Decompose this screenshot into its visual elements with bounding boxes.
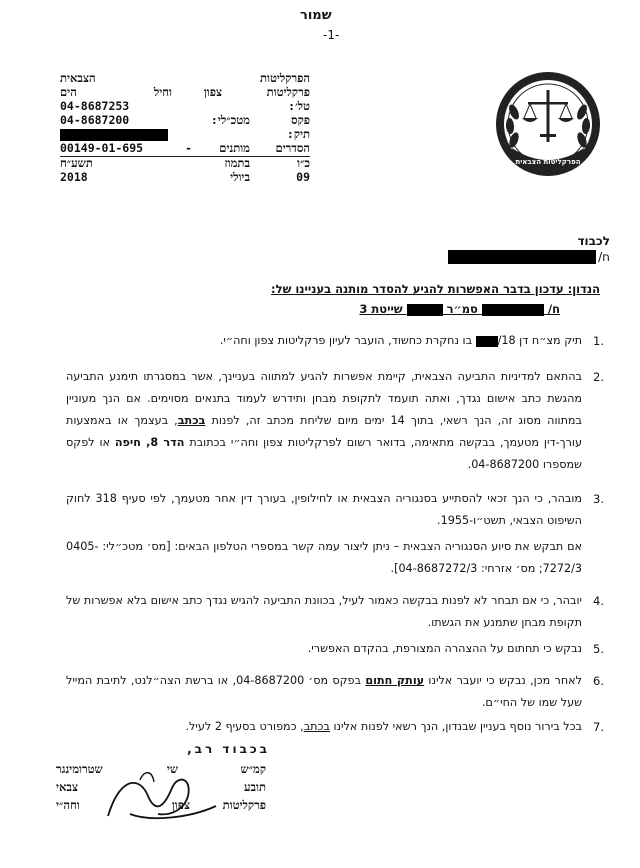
header-row bbox=[60, 157, 310, 171]
header-field: טל׳: bbox=[288, 99, 310, 113]
signer-last-name: שטרומינגר bbox=[56, 762, 103, 776]
sender-header bbox=[60, 72, 310, 185]
header-row bbox=[60, 72, 310, 86]
header-field: הים bbox=[60, 85, 77, 99]
recipient-redaction bbox=[448, 250, 596, 264]
item-6-part: לאחר מכן, נבקש כי יועבר אלינו bbox=[424, 674, 582, 687]
header-field: מותנים bbox=[219, 141, 250, 155]
emblem-banner-text: הפרקליטות הצבאית bbox=[515, 158, 581, 166]
closing-greeting: בכבוד רב, bbox=[187, 742, 270, 756]
signer-rank: קמ״ש bbox=[240, 762, 266, 776]
item-number: 1. bbox=[593, 334, 604, 348]
item-1-text bbox=[70, 330, 582, 352]
item-7-text bbox=[66, 716, 582, 738]
subject-unit: שייטת 3 bbox=[359, 302, 403, 316]
emblem-icon bbox=[492, 68, 604, 178]
redaction-bar bbox=[60, 129, 168, 141]
recipient-salutation: לכבוד bbox=[577, 234, 610, 248]
item-1-part: בו נחקרת כחשוד, הועבר לעיון פרקליטות צפון וחה״י. bbox=[219, 334, 476, 347]
hebrew-date-day: כ״ו bbox=[297, 156, 310, 170]
header-field: וחיל bbox=[153, 85, 172, 99]
item-2-part: או לפקס שמספרו 04-8687200. bbox=[66, 436, 582, 471]
header-field: הסדרים bbox=[275, 141, 310, 155]
military-advocate-emblem bbox=[492, 68, 604, 178]
header-field: צפון bbox=[203, 85, 222, 99]
item-4-part: יובהר, כי אם תבחר לא לפנות בבקשה כאמור לעיל, בכוונת התביעה להגיש נגדך כתב אישום בלא אפשרות של תקופת מבחן שתמנע את הגשתו. bbox=[66, 594, 582, 629]
signer-title: צבאי bbox=[56, 780, 78, 794]
signer-title: תובע bbox=[243, 780, 266, 794]
item-7-emphasis: בכתב bbox=[303, 720, 330, 733]
item-7-part: בכל בירור נוסף בעניין שבנדון, הנך רשאי לפנות אלינו bbox=[329, 720, 582, 733]
header-field: - bbox=[185, 141, 192, 155]
item-number: 6. bbox=[593, 674, 604, 688]
header-row bbox=[60, 128, 310, 142]
item-4-text bbox=[66, 590, 582, 634]
signer-office: פרקליטות bbox=[222, 798, 266, 812]
classification-mark: שמור bbox=[300, 8, 332, 23]
signer-first-name: שי bbox=[166, 762, 178, 776]
subject-person bbox=[170, 302, 560, 316]
page-number: -1- bbox=[323, 28, 340, 42]
case-number: 00149-01-695 bbox=[60, 141, 144, 155]
item-number: 3. bbox=[593, 492, 604, 506]
hebrew-date-month: בתמוז bbox=[224, 156, 250, 170]
subject-line: הנדון: עדכון בדבר האפשרות להגיע להסדר מותנה בעניינו של: bbox=[271, 282, 600, 296]
item-6-emphasis: עותק חתום bbox=[365, 674, 425, 687]
header-field: הצבאית bbox=[60, 71, 96, 85]
item-3-part: אם תבקש את סיוע הסנגוריה הצבאית – ניתן ליצור עמה קשר במספרי הטלפון הבאים: [מס׳ מטכ״לי: 0405-7272/3; מס׳ אזרחי: 04-8687272/3]. bbox=[66, 540, 582, 575]
date-month: ביולי bbox=[230, 170, 250, 184]
case-redaction bbox=[476, 336, 498, 347]
subject-rank: סמ״ר bbox=[446, 302, 478, 316]
item-5-text bbox=[66, 638, 582, 660]
handwritten-signature bbox=[100, 766, 220, 826]
item-2-emphasis: בכתב bbox=[177, 414, 206, 427]
phone-number: 04-8687253 bbox=[60, 99, 130, 113]
item-6-text bbox=[66, 670, 582, 714]
header-row bbox=[60, 114, 310, 128]
header-field: פרקליטות bbox=[266, 85, 310, 99]
recipient-prefix: ח/ bbox=[598, 250, 610, 264]
header-field: פקס bbox=[291, 113, 310, 127]
date-day: 09 bbox=[296, 170, 310, 184]
item-number: 2. bbox=[593, 370, 604, 384]
header-field: תיק: bbox=[286, 127, 310, 141]
header-row bbox=[60, 86, 310, 100]
header-row bbox=[60, 142, 310, 157]
item-6-part: בפקס מס׳ 04-8687200, או ברשת הצה״לנט, לתיבת המייל שעל שמו של החי״ם. bbox=[66, 674, 582, 709]
signer-office: צפון bbox=[171, 798, 190, 812]
subject-prefix: ח/ bbox=[547, 302, 560, 316]
fax-number: 04-8687200 bbox=[60, 113, 130, 127]
item-number: 7. bbox=[593, 720, 604, 734]
item-5-part: נבקש כי תחתום על ההצהרה המצורפת, בהקדם האפשרי. bbox=[307, 642, 582, 655]
item-3-part: מובהר, כי הנך זכאי להסתייע בסנגוריה הצבאית או לחילופין, בעורך דין אחר מטעמך, לפי סעיף 318 לחוק השיפוט הצבאי, תשט״ו-1955. bbox=[66, 492, 583, 527]
item-2-part: , בעצמך או באמצעות עורך-דין מטעמך, בבקשה מתאימה, בדואר רשום לפרקליטות צפון וחה״י בכתובת bbox=[66, 414, 582, 449]
subject-id-redaction bbox=[407, 304, 443, 316]
item-7-part: , כמפורט בסעיף 2 לעיל. bbox=[185, 720, 304, 733]
subject-name-redaction bbox=[482, 304, 544, 316]
item-3-text bbox=[66, 488, 582, 532]
date-year: 2018 bbox=[60, 170, 88, 184]
item-number: 5. bbox=[593, 642, 604, 656]
item-2-part: בהתאם למדיניות התביעה הצבאית, קיימת אפשרות להגיע למתווה בעניינך, אשר במסגרתו תימנע התביעה מהגשת כתב אישום נגדך, ואתה תועמד לתקופת מבחן ותידרש לעמוד בתנאים מסוימים. אם הנך מעוניין במתווה מסוג זה, הנך רשאי, בתוך 14 ימים מיום שליחת מכתב זה, לפנות bbox=[66, 370, 582, 427]
item-2-text bbox=[66, 366, 582, 476]
hebrew-date-year: תשע״ח bbox=[60, 156, 93, 170]
signer-office: וחה״י bbox=[56, 798, 80, 812]
item-number: 4. bbox=[593, 594, 604, 608]
item-2-address: הדר 8, חיפה bbox=[114, 436, 185, 449]
item-1-part: תיק מצ״ח דן 18/ bbox=[497, 334, 582, 347]
header-row bbox=[60, 100, 310, 114]
item-3-subtext bbox=[66, 536, 582, 580]
header-field: מטכ״לי: bbox=[210, 113, 250, 127]
header-row bbox=[60, 171, 310, 185]
header-field: הפרקליטות bbox=[260, 71, 310, 85]
